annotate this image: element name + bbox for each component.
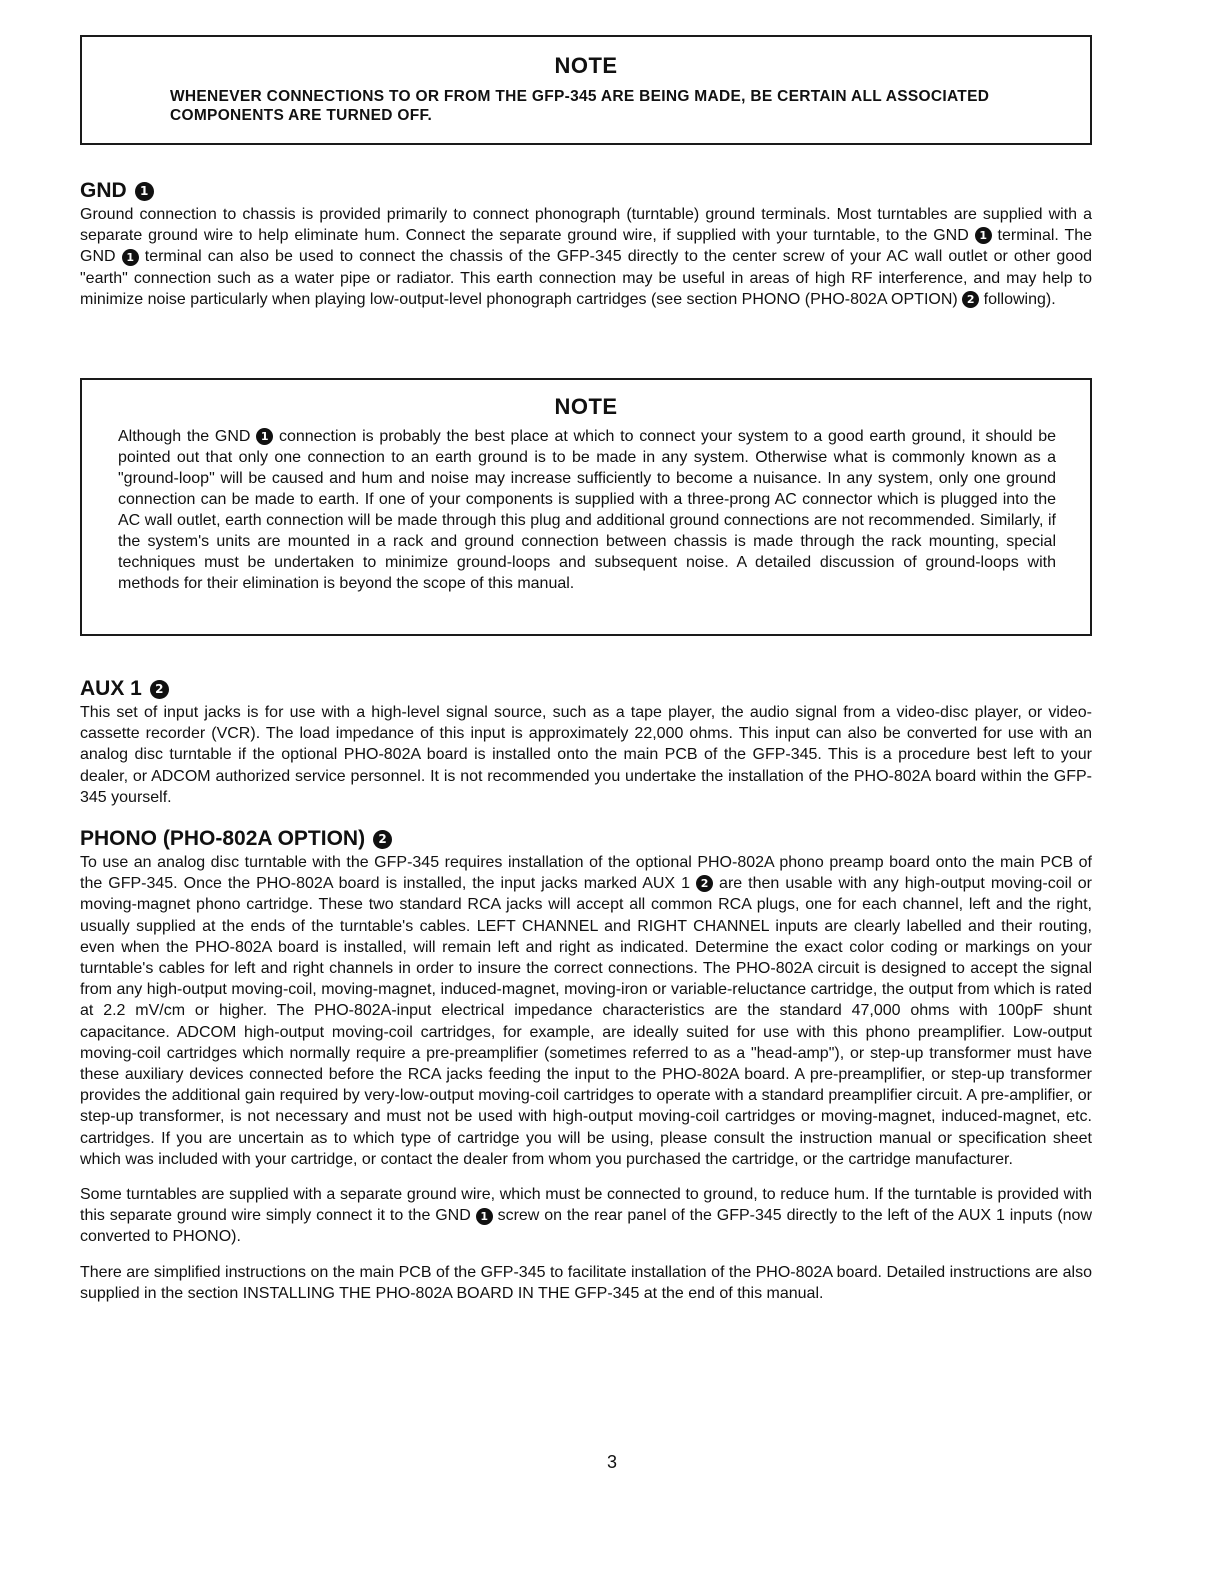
text-run: Although the GND [118,428,251,445]
note-title: NOTE [554,394,618,419]
text-run: terminal can also be used to connect the chassis of the GFP-345 directly to the center screw of your AC wall outlet or other good "earth" connection such as a water pipe or radiator. This earth connection may be useful in areas of high RF interference, and may help to minimize noise particularly when playing low-output-level phonograph cartridges (see section PHONO (PHO-802A OPTION) [80,248,1093,308]
section-gnd [80,178,1092,310]
aux1-paragraph: This set of input jacks is for use with a high-level signal source, such as a tape player, the audio signal from a video-disc player, or video-cassette recorder (VCR). The load impedance of this input is approximately 22,000 ohms. This input can also be converted for use with an analog disc turntable if the optional PHO-802A board is installed onto the main PCB of the GFP-345. This is a procedure best left to your dealer, or ADCOM authorized service personnel. It is not recommended you undertake the installation of the PHO-802A board within the GFP-345 yourself. [80,704,1092,806]
text-run: are then usable with any high-output moving-coil or moving-magnet phono cartridge. These two standard RCA jacks will accept all common RCA plugs, one for each channel, left and the right, usually supplied at the ends of the turntable's cables. LEFT CHANNEL and RIGHT CHANNEL inputs are clearly labelled and their routing, even when the PHO-802A board is installed, will remain left and right as indicated. Determine the exact color coding or markings on your turntable's cables for left and right channels in order to insure the correct connections. The PHO-802A circuit is designed to accept the signal from any high-output moving-coil, moving-magnet, induced-magnet, moving-iron or variable-reluctance cartridge, the output from which is rated at 2.2 mV/cm or higher. The PHO-802A-input electrical impedance characteristics are the standard 47,000 ohms with 100pF shunt capacitance. ADCOM high-output moving-coil cartridges, for example, are ideally suited for use with this phono preamplifier. Low-output moving-coil cartridges which normally require a pre-preamplifier (sometimes referred to as a "head-amp"), or step-up transformer must have these auxiliary devices connected before the RCA jacks feeding the input to the PHO-802A board. A pre-preamplifier, or step-up transformer provides the additional gain required by very-low-output moving-coil cartridges to operate with a standard preamplifier circuit. A pre-amplifier, or step-up transformer, is not necessary and must not be used with high-output moving-coil cartridges or moving-magnet, induced-magnet, etc. cartridges. If you are uncertain as to which type of cartridge you will be using, please consult the instruction manual or specification sheet which was included with your cartridge, or contact the dealer from whom you purchased the cartridge, or the cartridge manufacturer. [80,875,1092,1168]
section-aux1 [80,676,1092,808]
callout-number-icon: 1 [975,227,992,244]
section-heading-phono [80,826,1092,852]
callout-number-icon: 1 [476,1208,493,1225]
callout-number-icon: 2 [696,875,713,892]
text-run: screw on the rear panel of the GFP-345 directly to the left of the AUX 1 inputs (now converted to PHONO). [80,1207,1093,1246]
heading-text: AUX 1 [80,677,142,700]
note-text: WHENEVER CONNECTIONS TO OR FROM THE GFP-345 ARE BEING MADE, BE CERTAIN ALL ASSOCIATED COMPONENTS ARE TURNED OFF. [170,88,990,124]
callout-number-icon: 2 [962,291,979,308]
callout-number-icon: 1 [256,428,273,445]
text-run: Ground connection to chassis is provided primarily to connect phonograph (turntable) ground terminals. Most turntables are supplied with a separate ground wire to help eliminate hum. Connect the separate ground wire, if supplied with your turntable, to the GND [80,206,1092,245]
page-number: 3 [606,1452,617,1472]
text-run: terminal. The GND [80,227,1093,266]
text-run: To use an analog disc turntable with the GFP-345 requires installation of the optional PHO-802A phono preamp board onto the main PCB of the GFP-345. Once the PHO-802A board is installed, the input jacks marked AUX 1 [80,854,1092,893]
note-text [118,426,1056,594]
phono-paragraph-1 [80,852,1092,1170]
note-title: NOTE [554,53,618,78]
heading-text: GND [80,179,127,202]
text-run: Some turntables are supplied with a separate ground wire, which must be connected to ground, to reduce hum. If the turntable is provided with this separate ground wire simply connect it to the GND [80,1186,1092,1225]
text-run: connection is probably the best place at which to connect your system to a good earth ground, it should be pointed out that only one connection to an earth ground is to be made in any system. Otherwise what is commonly known as a "ground-loop" will be caused and hum and noise may increase sufficiently to become a nuisance. In any system, only one ground connection can be made to earth. If one of your components is supplied with a three-prong AC connector which is plugged into the AC wall outlet, earth connection will be made through this plug and additional ground connections are not recommended. Similarly, if the system's units are mounted in a rack and ground connection between chassis is made through the rack mounting, special techniques must be undertaken to minimize ground-loops and subsequent noise. A detailed discussion of ground-loops with methods for their elimination is beyond the scope of this manual. [118,428,1057,592]
section-heading-gnd [80,178,1092,204]
note-box-connections [80,35,1092,145]
callout-number-icon: 1 [122,249,139,266]
callout-number-icon: 1 [135,182,154,201]
text-run: following). [983,290,1056,308]
note-box-ground-loop [80,378,1092,636]
section-heading-aux1 [80,676,1092,702]
phono-paragraph-2 [80,1184,1092,1248]
section-phono [80,826,1092,1304]
gnd-paragraph [80,204,1092,310]
callout-number-icon: 2 [150,680,169,699]
heading-text: PHONO (PHO-802A OPTION) [80,827,366,850]
phono-paragraph-3: There are simplified instructions on the main PCB of the GFP-345 to facilitate installation of the PHO-802A board. Detailed instructions are also supplied in the section INSTALLING THE PHO-802A BOARD IN THE GFP-345 at the end of this manual. [80,1263,1092,1302]
callout-number-icon: 2 [373,830,392,849]
